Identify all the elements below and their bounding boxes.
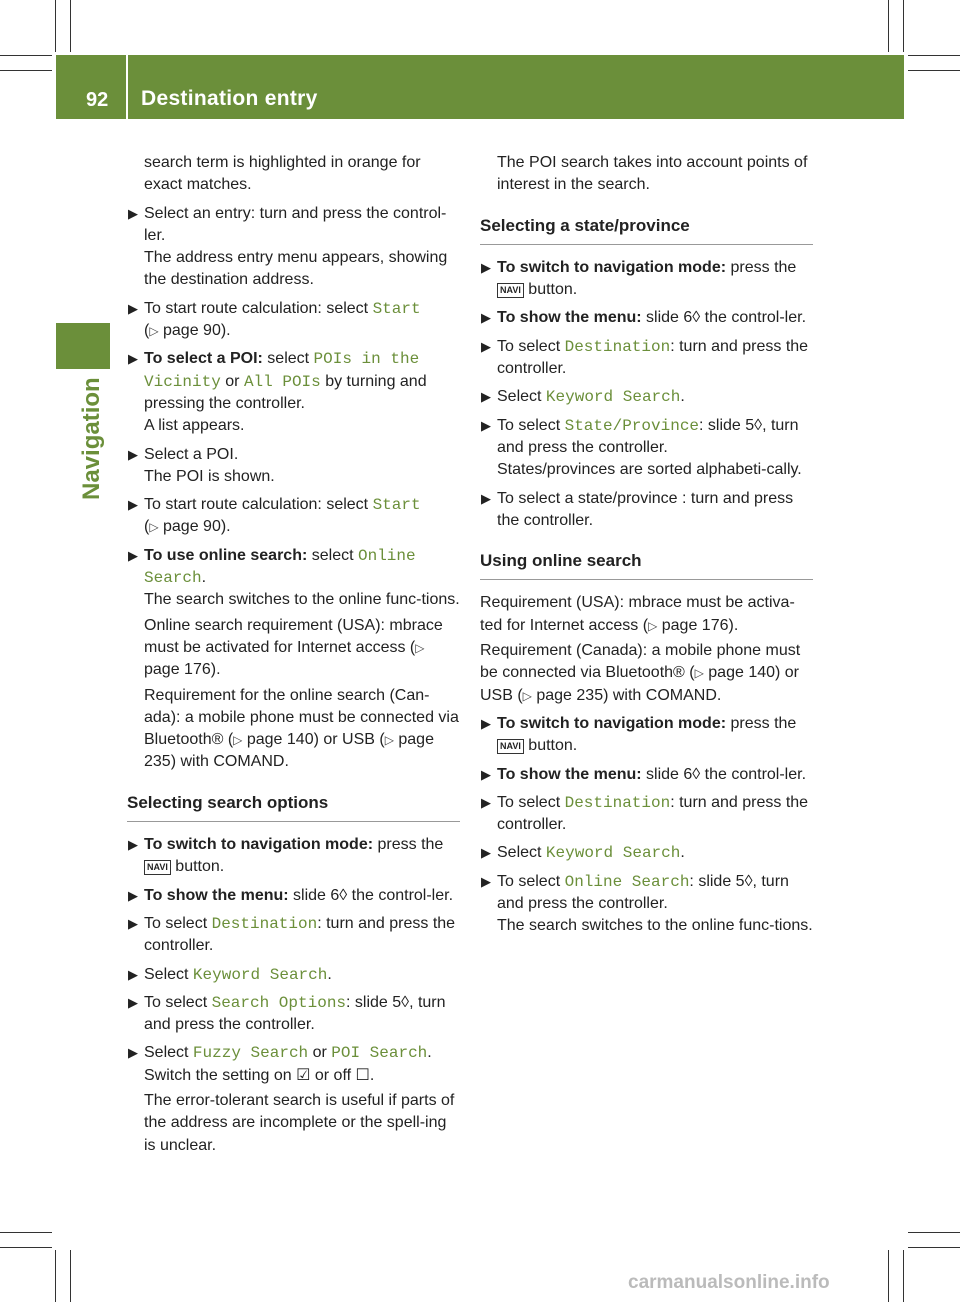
instruction-step: ▶ To select Search Options: slide 5◊, turn and press the controller. [128, 993, 446, 1034]
arrow-icon: ▶ [481, 715, 491, 731]
menu-item-ref: Online Search [564, 872, 690, 891]
navi-key-icon: NAVI [144, 860, 171, 875]
page-ref-icon: ▷ [522, 688, 532, 703]
paragraph: Requirement (USA): mbrace must be activa-ted for Internet access (▷ page 176). [480, 594, 795, 634]
arrow-icon: ▶ [128, 1045, 138, 1061]
paragraph: The error-tolerant search is useful if parts of the address are incomplete or the spell-ing is unclear. [144, 1091, 455, 1154]
section-heading: Selecting search options [127, 792, 460, 822]
crop-mark [70, 0, 71, 52]
navi-key-icon: NAVI [497, 283, 524, 298]
side-tab [56, 323, 110, 369]
menu-item-ref: Start [372, 496, 421, 515]
crop-mark [0, 70, 52, 71]
crop-mark [55, 0, 56, 52]
crop-mark [903, 1250, 904, 1302]
menu-item-ref: Keyword Search [192, 965, 328, 984]
paragraph: search term is highlighted in orange for exact matches. [144, 154, 421, 194]
instruction-step: ▶ To switch to navigation mode: press the NAVI button. [481, 714, 797, 755]
arrow-icon: ▶ [128, 205, 138, 221]
page-ref-icon: ▷ [384, 733, 394, 748]
crop-mark [908, 70, 960, 71]
arrow-icon: ▶ [481, 389, 491, 405]
menu-item-ref: Destination [564, 337, 671, 356]
instruction-step: ▶ Select Keyword Search. [127, 964, 460, 986]
crop-mark [0, 1232, 52, 1233]
arrow-icon: ▶ [481, 766, 491, 782]
page-ref-icon: ▷ [694, 666, 704, 681]
menu-item-ref: Keyword Search [545, 844, 681, 863]
arrow-icon: ▶ [481, 490, 491, 506]
page-ref-icon: ▷ [648, 618, 658, 633]
menu-item-ref: Keyword Search [545, 388, 681, 407]
instruction-step: ▶ To show the menu: slide 6◊ the control-ler. [480, 307, 813, 329]
instruction-step: ▶ To start route calculation: select Start (▷ page 90). [128, 299, 421, 340]
page-ref-icon: ▷ [415, 640, 425, 655]
paragraph: Requirement for the online search (Can-ada): a mobile phone must be connected via Bluetooth® (▷ page 140) or USB (▷ page 235) with COMAND. [144, 686, 459, 771]
arrow-icon: ▶ [128, 300, 138, 316]
arrow-icon: ▶ [128, 547, 138, 563]
page-ref-icon: ▷ [149, 520, 159, 535]
arrow-icon: ▶ [128, 887, 138, 903]
menu-item-ref: POIs in the Vicinity [144, 350, 420, 391]
instruction-step: ▶ Select Fuzzy Search or POI Search. Switch the setting on ☑ or off ☐. [128, 1044, 432, 1084]
arrow-icon: ▶ [128, 994, 138, 1010]
instruction-step: ▶ To select Destination: turn and press the controller. [128, 914, 456, 955]
menu-item-ref: Fuzzy Search [192, 1044, 309, 1063]
instruction-step: ▶ To select Destination: turn and press the controller. [481, 793, 809, 834]
menu-item-ref: POI Search [331, 1044, 428, 1063]
arrow-icon: ▶ [481, 417, 491, 433]
crop-mark [70, 1250, 71, 1302]
crop-mark [888, 0, 889, 52]
instruction-step: ▶ To select a POI: select POIs in the Vicinity or All POIs by turning and pressing the controller. A list appears. [128, 350, 427, 435]
arrow-icon: ▶ [128, 966, 138, 982]
paragraph: Requirement (Canada): a mobile phone must be connected via Bluetooth® (▷ page 140) or USB (▷ page 235) with COMAND. [480, 642, 801, 704]
instruction-step: ▶ To show the menu: slide 6◊ the control-ler. [480, 764, 813, 786]
left-column [127, 152, 460, 1160]
arrow-icon: ▶ [128, 351, 138, 367]
crop-mark [908, 55, 960, 56]
menu-item-ref: All POIs [243, 372, 321, 391]
section-heading: Selecting a state/province [480, 215, 813, 245]
page-ref-icon: ▷ [233, 733, 243, 748]
menu-item-ref: Destination [564, 793, 671, 812]
arrow-icon: ▶ [481, 259, 491, 275]
menu-item-ref: Start [372, 299, 421, 318]
navi-key-icon: NAVI [497, 739, 524, 754]
menu-item-ref: State/Province [564, 416, 700, 435]
crop-mark [0, 55, 52, 56]
instruction-step: ▶ Select Keyword Search. [480, 386, 813, 408]
crop-mark [903, 0, 904, 52]
arrow-icon: ▶ [481, 338, 491, 354]
arrow-icon: ▶ [481, 310, 491, 326]
instruction-step: ▶ To switch to navigation mode: press the NAVI button. [128, 836, 444, 876]
arrow-icon: ▶ [128, 915, 138, 931]
instruction-step: ▶ To select a state/province : turn and press the controller. [481, 489, 794, 529]
menu-item-ref: Search Options [211, 993, 347, 1012]
instruction-step: ▶ To switch to navigation mode: press the NAVI button. [481, 258, 797, 299]
arrow-icon: ▶ [128, 837, 138, 853]
instruction-step: ▶ Select an entry: turn and press the control-ler. The address entry menu appears, showing the destination address. [128, 204, 448, 289]
right-column [480, 152, 813, 941]
instruction-step: ▶ Select a POI. The POI is shown. [128, 445, 275, 485]
section-heading: Using online search [480, 550, 813, 580]
paragraph: The POI search takes into account points of interest in the search. [497, 154, 808, 194]
paragraph: Online search requirement (USA): mbrace must be activated for Internet access (▷ page 176). [144, 616, 443, 679]
instruction-step: ▶ Select Keyword Search. [480, 842, 813, 864]
section-title: Destination entry [141, 87, 318, 110]
arrow-icon: ▶ [128, 446, 138, 462]
instruction-step: ▶ To show the menu: slide 6◊ the control-ler. [127, 885, 460, 907]
arrow-icon: ▶ [481, 873, 491, 889]
instruction-step: ▶ To select Online Search: slide 5◊, turn and press the controller. The search switches to the online func-tions. [481, 872, 813, 935]
arrow-icon: ▶ [481, 794, 491, 810]
instruction-step: ▶ To start route calculation: select Start (▷ page 90). [128, 496, 421, 536]
menu-item-ref: Destination [211, 914, 318, 933]
crop-mark [0, 1247, 52, 1248]
page-number: 92 [86, 89, 109, 111]
crop-mark [908, 1232, 960, 1233]
instruction-step: ▶ To select State/Province: slide 5◊, turn and press the controller. States/provinces are sorted alphabeti-cally. [481, 416, 802, 479]
menu-item-ref: Online Search [144, 546, 416, 588]
side-label: Navigation [78, 377, 105, 500]
crop-mark [908, 1247, 960, 1248]
watermark: carmanualsonline.info [628, 1272, 830, 1293]
crop-mark [888, 1250, 889, 1302]
page-header [56, 55, 904, 119]
instruction-step: ▶ To select Destination: turn and press the controller. [481, 337, 809, 378]
instruction-step: ▶ To use online search: select Online Search. The search switches to the online func-tions. [128, 546, 460, 609]
crop-mark [55, 1250, 56, 1302]
header-divider [126, 55, 128, 119]
arrow-icon: ▶ [481, 845, 491, 861]
arrow-icon: ▶ [128, 497, 138, 513]
page-ref-icon: ▷ [149, 324, 159, 339]
